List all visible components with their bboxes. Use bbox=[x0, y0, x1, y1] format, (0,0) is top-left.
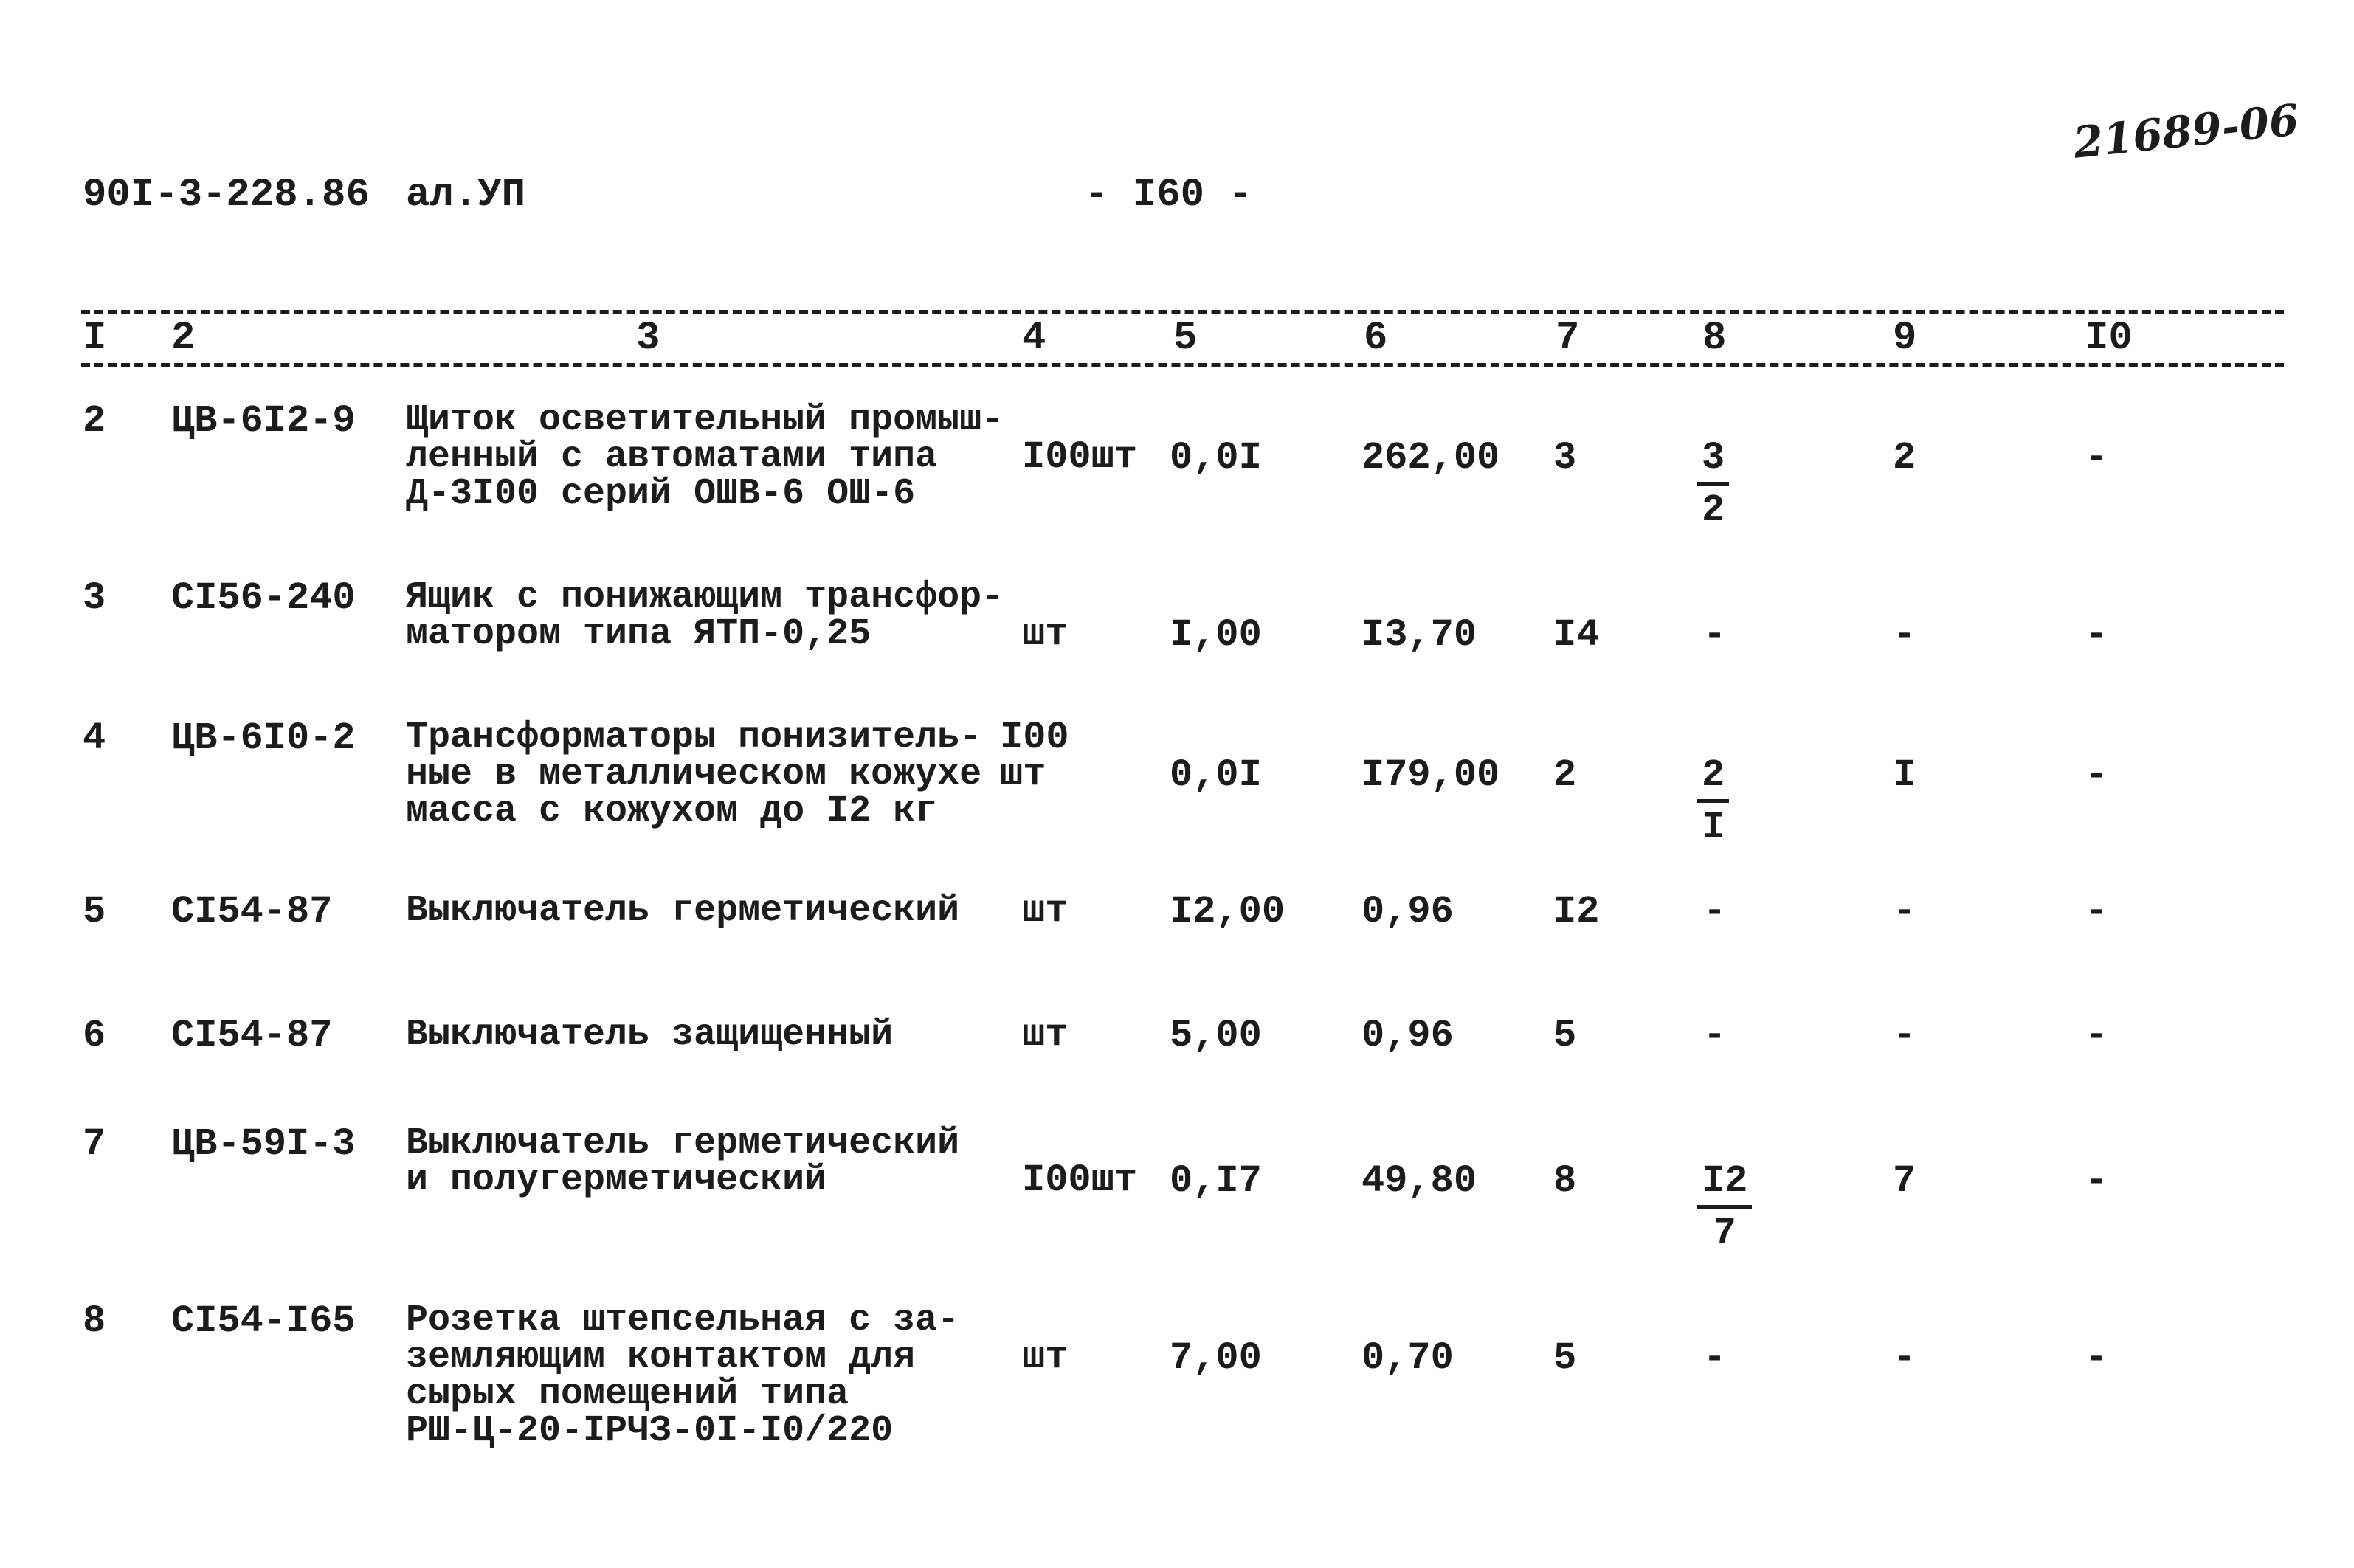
column-header: 2 bbox=[171, 316, 196, 361]
album-label: ал.УП bbox=[406, 173, 526, 218]
fraction-numerator: I2 bbox=[1697, 1162, 1752, 1209]
header-bottom-rule bbox=[81, 363, 2284, 367]
description-line: Щиток осветительный промыш- bbox=[406, 399, 1004, 441]
quantity: 5,00 bbox=[1170, 1014, 1262, 1057]
column-8-value: - bbox=[1703, 1336, 1727, 1380]
row-number: 8 bbox=[83, 1299, 106, 1343]
column-10-value: - bbox=[2085, 753, 2108, 797]
description-line: масса с кожухом до I2 кг bbox=[406, 790, 938, 832]
row-number: 5 bbox=[83, 890, 106, 933]
column-9-value: 7 bbox=[1893, 1159, 1916, 1203]
item-description bbox=[406, 1299, 960, 1452]
column-header: 9 bbox=[1893, 316, 1917, 361]
description-line: Д-3I00 серий ОШВ-6 ОШ-6 bbox=[406, 473, 916, 515]
item-description bbox=[406, 890, 960, 932]
handwritten-reference: 21689-06 bbox=[2071, 94, 2302, 168]
fraction-denominator: 2 bbox=[1702, 488, 1725, 532]
norm-code: СI54-87 bbox=[171, 1014, 333, 1057]
unit-line: шт bbox=[1022, 1013, 1069, 1057]
column-10-value: - bbox=[2085, 613, 2108, 657]
column-10-value: - bbox=[2085, 436, 2108, 480]
row-number: 6 bbox=[83, 1014, 106, 1057]
description-line: земляющим контактом для bbox=[406, 1336, 916, 1378]
fraction-denominator: 7 bbox=[1713, 1212, 1736, 1255]
description-line: Розетка штепсельная с за- bbox=[406, 1299, 960, 1341]
unit-line: I00 bbox=[1000, 716, 1069, 759]
unit-price: I3,70 bbox=[1361, 613, 1477, 657]
norm-code: ЦВ-6I2-9 bbox=[171, 399, 356, 443]
norm-code: СI56-240 bbox=[171, 576, 356, 620]
fraction-numerator: 2 bbox=[1697, 756, 1729, 803]
column-9-value: - bbox=[1893, 1336, 1916, 1380]
column-7-value: 3 bbox=[1553, 436, 1577, 480]
column-8-value: - bbox=[1703, 890, 1727, 933]
description-line: матором типа ЯТП-0,25 bbox=[406, 613, 871, 655]
column-10-value: - bbox=[2085, 1014, 2108, 1057]
description-line: Выключатель герметический bbox=[406, 890, 960, 932]
unit-of-measure bbox=[1022, 612, 1069, 656]
column-header: 4 bbox=[1022, 316, 1046, 361]
column-8-value: - bbox=[1703, 1014, 1727, 1057]
item-description bbox=[406, 576, 1004, 655]
description-line: Выключатель защищенный bbox=[406, 1014, 894, 1056]
fraction-denominator: I bbox=[1702, 806, 1725, 849]
unit-line: шт bbox=[1022, 1336, 1069, 1379]
description-line: и полугерметический bbox=[406, 1159, 827, 1201]
unit-price: 0,70 bbox=[1361, 1336, 1454, 1380]
description-line: Трансформаторы понизитель- bbox=[406, 716, 982, 759]
unit-line: шт bbox=[1022, 889, 1069, 933]
item-description bbox=[406, 399, 1004, 515]
quantity: I,00 bbox=[1170, 613, 1262, 657]
column-9-value: I bbox=[1893, 753, 1916, 797]
item-description bbox=[406, 716, 982, 832]
fraction-numerator: 3 bbox=[1697, 439, 1729, 486]
norm-code: СI54-I65 bbox=[171, 1299, 356, 1343]
description-line: ные в металлическом кожухе bbox=[406, 753, 982, 795]
item-description bbox=[406, 1014, 894, 1056]
quantity: I2,00 bbox=[1170, 890, 1285, 933]
unit-price: 49,80 bbox=[1361, 1159, 1477, 1203]
unit-of-measure bbox=[1022, 435, 1138, 479]
column-7-value: 8 bbox=[1553, 1159, 1577, 1203]
column-9-value: - bbox=[1893, 890, 1916, 933]
column-header: 6 bbox=[1364, 316, 1388, 361]
unit-price: I79,00 bbox=[1361, 753, 1500, 797]
quantity: 0,I7 bbox=[1170, 1159, 1262, 1203]
column-header: I bbox=[83, 316, 107, 361]
unit-of-measure bbox=[1022, 889, 1069, 933]
unit-line: шт bbox=[1000, 753, 1046, 796]
header-top-rule bbox=[81, 310, 2284, 314]
norm-code: ЦВ-59I-3 bbox=[171, 1122, 356, 1166]
column-8-value: - bbox=[1703, 613, 1727, 657]
column-7-value: 5 bbox=[1553, 1336, 1577, 1380]
norm-code: СI54-87 bbox=[171, 890, 333, 933]
quantity: 0,0I bbox=[1170, 436, 1262, 480]
column-8-fraction bbox=[1697, 436, 1729, 532]
quantity: 7,00 bbox=[1170, 1336, 1262, 1380]
row-number: 4 bbox=[83, 716, 106, 760]
unit-line: I00шт bbox=[1022, 435, 1138, 479]
description-line: сырых помещений типа bbox=[406, 1373, 849, 1415]
column-header: 7 bbox=[1556, 316, 1580, 361]
column-9-value: - bbox=[1893, 1014, 1916, 1057]
column-9-value: - bbox=[1893, 613, 1916, 657]
unit-of-measure bbox=[1022, 1336, 1069, 1379]
unit-price: 0,96 bbox=[1361, 890, 1454, 933]
column-header: I0 bbox=[2085, 316, 2133, 361]
column-10-value: - bbox=[2085, 1159, 2108, 1203]
column-10-value: - bbox=[2085, 1336, 2108, 1380]
unit-of-measure bbox=[1000, 716, 1069, 796]
column-9-value: 2 bbox=[1893, 436, 1916, 480]
page-number: - I60 - bbox=[1085, 173, 1252, 218]
column-7-value: I2 bbox=[1553, 890, 1600, 933]
description-line: Ящик с понижающим трансфор- bbox=[406, 576, 1004, 618]
column-7-value: 5 bbox=[1553, 1014, 1577, 1057]
document-code: 90I-3-228.86 bbox=[83, 173, 370, 218]
column-7-value: I4 bbox=[1553, 613, 1600, 657]
unit-line: I00шт bbox=[1022, 1158, 1138, 1202]
column-7-value: 2 bbox=[1553, 753, 1577, 797]
description-line: РШ-Ц-20-IРЧЗ-0I-I0/220 bbox=[406, 1410, 894, 1452]
unit-of-measure bbox=[1022, 1013, 1069, 1057]
unit-of-measure bbox=[1022, 1158, 1138, 1202]
unit-price: 0,96 bbox=[1361, 1014, 1454, 1057]
row-number: 2 bbox=[83, 399, 106, 443]
norm-code: ЦВ-6I0-2 bbox=[171, 716, 356, 760]
quantity: 0,0I bbox=[1170, 753, 1262, 797]
row-number: 7 bbox=[83, 1122, 106, 1166]
column-header: 5 bbox=[1173, 316, 1198, 361]
column-8-fraction bbox=[1697, 753, 1729, 849]
column-10-value: - bbox=[2085, 890, 2108, 933]
row-number: 3 bbox=[83, 576, 106, 620]
unit-line: шт bbox=[1022, 612, 1069, 656]
column-header: 3 bbox=[636, 316, 660, 361]
description-line: Выключатель герметический bbox=[406, 1122, 960, 1164]
item-description bbox=[406, 1122, 960, 1201]
description-line: ленный с автоматами типа bbox=[406, 436, 938, 478]
column-8-fraction bbox=[1697, 1159, 1752, 1255]
unit-price: 262,00 bbox=[1361, 436, 1500, 480]
column-header: 8 bbox=[1702, 316, 1727, 361]
